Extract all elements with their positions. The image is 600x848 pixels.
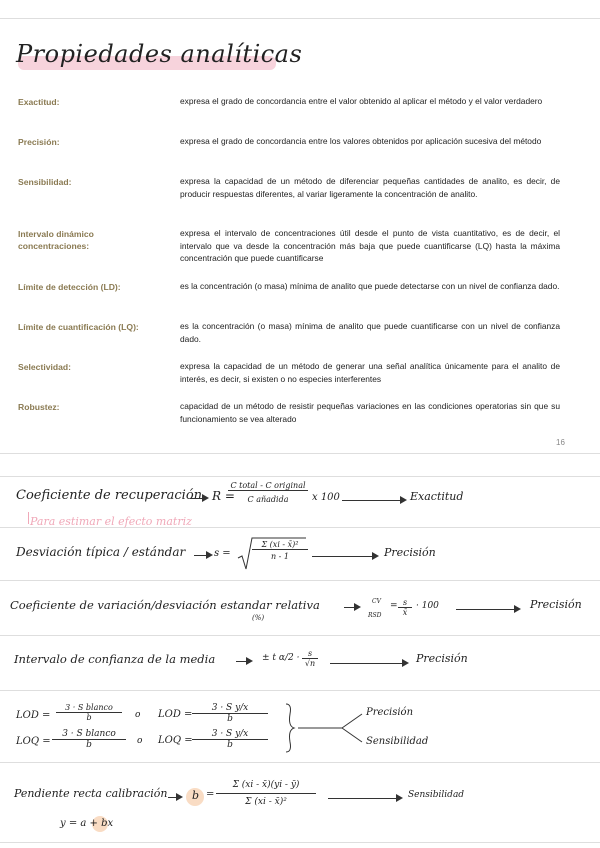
arrow-head (246, 657, 253, 665)
lod1-lhs: LOD = (16, 710, 51, 721)
ci-result: Precisión (416, 652, 468, 665)
arrow-head (176, 793, 183, 801)
term-limite-cuantificacion: Límite de cuantificación (LQ): (18, 322, 139, 332)
or-1: o (135, 710, 141, 720)
lod2-lhs: LOD = (158, 709, 193, 720)
ruled-line (0, 18, 600, 19)
ruled-line (0, 690, 600, 691)
slope-denominator: Σ (xi - x̄)² (245, 797, 287, 807)
arrow-head (402, 659, 409, 667)
cv-xbar: x̄ (402, 608, 408, 617)
lod2-numerator: 3 · S y/x (192, 703, 268, 714)
ruled-line (0, 453, 600, 454)
cv-cv: CV (372, 598, 381, 605)
term-exactitud: Exactitud: (18, 97, 60, 107)
arrow-head (400, 496, 407, 504)
ci-denominator: √n (304, 659, 316, 668)
cv-multiplier: · 100 (416, 601, 439, 611)
cv-percent: (%) (252, 614, 265, 622)
arrow-line (342, 500, 402, 501)
arrow-line (456, 609, 516, 610)
arrow-head (202, 494, 209, 502)
cv-result: Precisión (530, 598, 582, 611)
cv-rsd: RSD (368, 612, 382, 619)
lod1-numerator: 3 · S blanco (56, 703, 122, 713)
arrow-head (206, 551, 213, 559)
sd-s: s = (214, 548, 231, 559)
recovery-numerator: C total - C original (228, 481, 308, 491)
term-intervalo: Intervalo dinámico concentraciones: (18, 229, 94, 251)
arrow-head (372, 552, 379, 560)
definition-exactitud: expresa el grado de concordancia entre el valor obtenido al aplicar el método y el valor verdadero (180, 96, 543, 106)
recovery-r: R = (212, 489, 235, 503)
slope-numerator: Σ (xi - x̄)(yi - ȳ) (216, 780, 316, 794)
loq2-lhs: LOQ = (158, 735, 193, 746)
definition-sensibilidad: expresa la capacidad de un método de diferenciar pequeñas cantidades de analito, es decir, de producir respuestas diferentes, al variar ligeramente la concentración de analito. (180, 176, 560, 199)
term-robustez: Robustez: (18, 402, 60, 412)
lod1-denominator: b (86, 713, 92, 722)
definition-limite-cuantificacion: es la concentración (o masa) mínima de analito que puede cuantificarse con un nivel de confianza dado. (180, 321, 560, 344)
note-tick (28, 512, 29, 524)
term-sensibilidad: Sensibilidad: (18, 177, 72, 187)
cv-equals: = (390, 601, 398, 611)
arrow-line (328, 798, 398, 799)
page-number: 16 (556, 438, 565, 447)
loq1-denominator: b (86, 740, 92, 750)
ruled-line (0, 635, 600, 636)
slope-result: Sensibilidad (408, 790, 465, 800)
ci-label: Intervalo de confianza de la media (14, 652, 216, 666)
term-selectividad: Selectividad: (18, 362, 72, 372)
sd-label: Desviación típica / estándar (16, 545, 186, 559)
sd-result: Precisión (384, 546, 436, 559)
recovery-multiplier: x 100 (312, 492, 340, 503)
loq2-denominator: b (227, 740, 233, 750)
sd-numerator: Σ (xi - x̄)² (252, 540, 308, 550)
arrow-head (354, 603, 361, 611)
loq2-numerator: 3 · S y/x (192, 729, 268, 740)
ruled-line (0, 580, 600, 581)
definition-robustez: capacidad de un método de resistir pequeñas variaciones en las condiciones operatorias sin que su funcionamiento se vea alterado (180, 401, 560, 424)
cv-label: Coeficiente de variación/desviación estandar relativa (10, 598, 320, 612)
arrow-line (312, 556, 374, 557)
arrow-head (514, 605, 521, 613)
ci-numerator: s (302, 649, 318, 659)
loq1-lhs: LOQ = (16, 736, 51, 747)
lim-result-2: Sensibilidad (366, 736, 429, 747)
term-limite-deteccion: Límite de detección (LD): (18, 282, 121, 292)
page-title: Propiedades analíticas (16, 40, 303, 68)
recovery-result: Exactitud (410, 490, 464, 503)
recovery-denominator: C añadida (247, 495, 289, 504)
ci-t: ± t α/2 · (262, 653, 300, 663)
ruled-line (0, 842, 600, 843)
line-equation: y = a + bx (60, 818, 114, 829)
definition-selectividad: expresa la capacidad de un método de generar una señal analítica únicamente para el analito de interés, es decir, si existen o no especies interferentes (180, 361, 560, 384)
definition-limite-deteccion: es la concentración (o masa) mínima de analito que puede detectarse con un nivel de confianza dado. (180, 281, 560, 291)
brace-branch-icon (282, 700, 372, 756)
arrow-line (330, 663, 404, 664)
slope-label: Pendiente recta calibración (14, 787, 168, 800)
cv-s: s (398, 598, 412, 608)
recovery-note: Para estimar el efecto matriz (30, 515, 192, 528)
loq1-numerator: 3 · S blanco (52, 729, 126, 740)
lod2-denominator: b (227, 714, 233, 724)
term-precision: Precisión: (18, 137, 60, 147)
recovery-label: Coeficiente de recuperación (16, 488, 203, 503)
ruled-line (0, 476, 600, 477)
or-2: o (137, 736, 143, 746)
lim-result-1: Precisión (366, 707, 414, 718)
definition-precision: expresa el grado de concordancia entre los valores obtenidos por aplicación sucesiva del método (180, 136, 542, 146)
sd-denominator: n - 1 (270, 552, 290, 561)
slope-equals: = (206, 789, 215, 800)
ruled-line (0, 762, 600, 763)
definition-intervalo: expresa el intervalo de concentraciones útil desde el punto de vista cuantitativo, es de decir, el intervalo que va desde la concentración más baja que puede cuantificarse (LQ) hasta la máxima concentración que puede cuantificarse (180, 228, 560, 263)
slope-b: b (192, 789, 200, 802)
arrow-head (396, 794, 403, 802)
